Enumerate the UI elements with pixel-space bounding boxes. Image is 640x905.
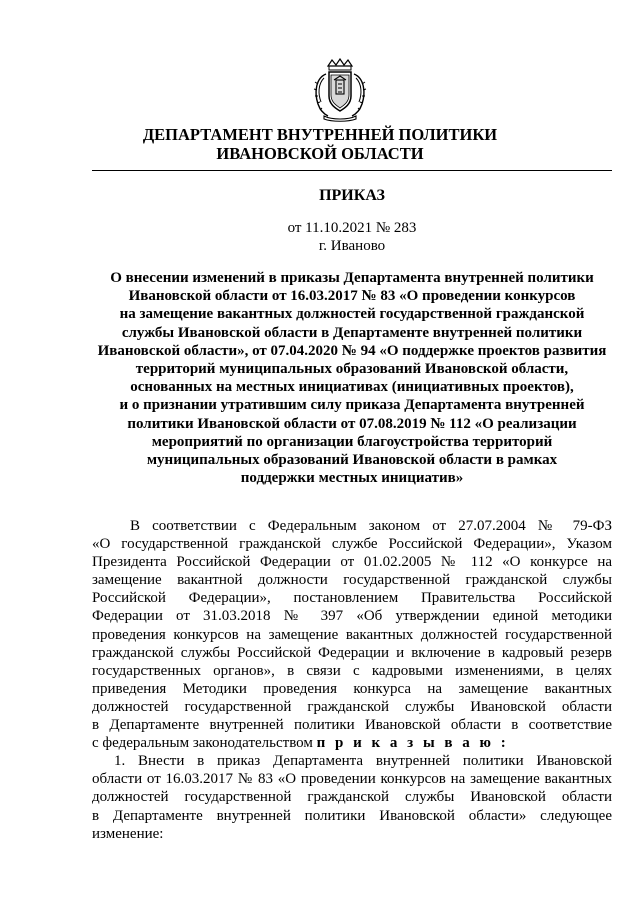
subject-line: службы Ивановской области в Департаменте внутренней политики bbox=[121, 324, 583, 341]
body-line: Президента Российской Федерации от 01.02.2005 № 112 «О конкурсе на bbox=[92, 554, 612, 571]
department-line-1: ДЕПАРТАМЕНТ ВНУТРЕННЕЙ ПОЛИТИКИ bbox=[142, 125, 498, 144]
body-line: замещение вакантной должности государственной гражданской службы bbox=[92, 572, 612, 589]
subject-line: основанных на местных инициативах (инициативных проектов), bbox=[130, 379, 574, 396]
subject-line: поддержки местных инициатив» bbox=[240, 470, 464, 487]
subject-line: мероприятий по организации благоустройства территорий bbox=[151, 433, 553, 450]
order-meta bbox=[92, 219, 612, 255]
order-date-number: от 11.10.2021 № 283 bbox=[287, 220, 417, 236]
body-line: должностей государственной гражданской службы Ивановской области bbox=[92, 698, 612, 715]
subject-line: на замещение вакантных должностей государственной гражданской bbox=[119, 306, 585, 323]
item-line: должностей государственной гражданской службы Ивановской области bbox=[92, 789, 612, 806]
body-line: приведения Методики проведения конкурса на замещение вакантных bbox=[92, 680, 612, 697]
subject-line: политики Ивановской области от 07.08.2019 № 112 «О реализации bbox=[127, 415, 577, 432]
item-line-last: изменение: bbox=[92, 825, 164, 842]
body-line-text: с федеральным законодательством bbox=[92, 735, 313, 752]
order-city: г. Иваново bbox=[318, 238, 386, 254]
body-line: Федерации от 31.03.2018 № 397 «Об утверждении единой методики bbox=[92, 608, 612, 625]
department-heading bbox=[80, 125, 560, 163]
body-line: «О государственной гражданской службе Российской Федерации», Указом bbox=[92, 536, 612, 553]
item-line: в Департаменте внутренней политики Ивановской области» следующее bbox=[92, 807, 612, 824]
order-command-word: п р и к а з ы в а ю : bbox=[316, 735, 509, 752]
body-line: гражданской службы Российской Федерации и включение в кадровый резерв bbox=[92, 644, 612, 661]
subject-line: территорий муниципальных образований Ивановской области, bbox=[135, 361, 569, 378]
item-line: 1. Внести в приказ Департамента внутренней политики Ивановской bbox=[114, 753, 612, 770]
subject-line: Ивановской области», от 07.04.2020 № 94 «О поддержке проектов развития bbox=[97, 342, 607, 359]
body-line: Российской Федерации», постановлением Правительства Российской bbox=[92, 590, 612, 607]
subject-line: Ивановской области от 16.03.2017 № 83 «О проведении конкурсов bbox=[128, 288, 576, 305]
body-line: в Департаменте внутренней политики Ивановской области в соответствие bbox=[92, 717, 612, 734]
body-paragraph bbox=[92, 517, 612, 843]
subject-line: О внесении изменений в приказы Департамента внутренней политики bbox=[110, 270, 594, 286]
department-line-2: ИВАНОВСКОЙ ОБЛАСТИ bbox=[216, 144, 424, 163]
body-line: государственных органов», в связи с кадровыми изменениями, в целях bbox=[92, 662, 612, 679]
subject-line: и о признании утратившим силу приказа Департамента внутренней bbox=[119, 397, 585, 414]
order-subject bbox=[92, 269, 612, 487]
body-line: проведения конкурсов на замещение вакантных должностей государственной bbox=[92, 626, 612, 643]
order-title: ПРИКАЗ bbox=[319, 187, 385, 204]
item-line: области от 16.03.2017 № 83 «О проведении конкурсов на замещение вакантных bbox=[92, 771, 612, 788]
subject-line: муниципальных образований Ивановской области в рамках bbox=[146, 452, 558, 469]
header-divider bbox=[92, 170, 612, 171]
body-line-last bbox=[92, 734, 612, 752]
coat-of-arms-emblem bbox=[312, 58, 368, 122]
body-line: В соответствии с Федеральным законом от 27.07.2004 № 79-ФЗ bbox=[130, 518, 612, 534]
